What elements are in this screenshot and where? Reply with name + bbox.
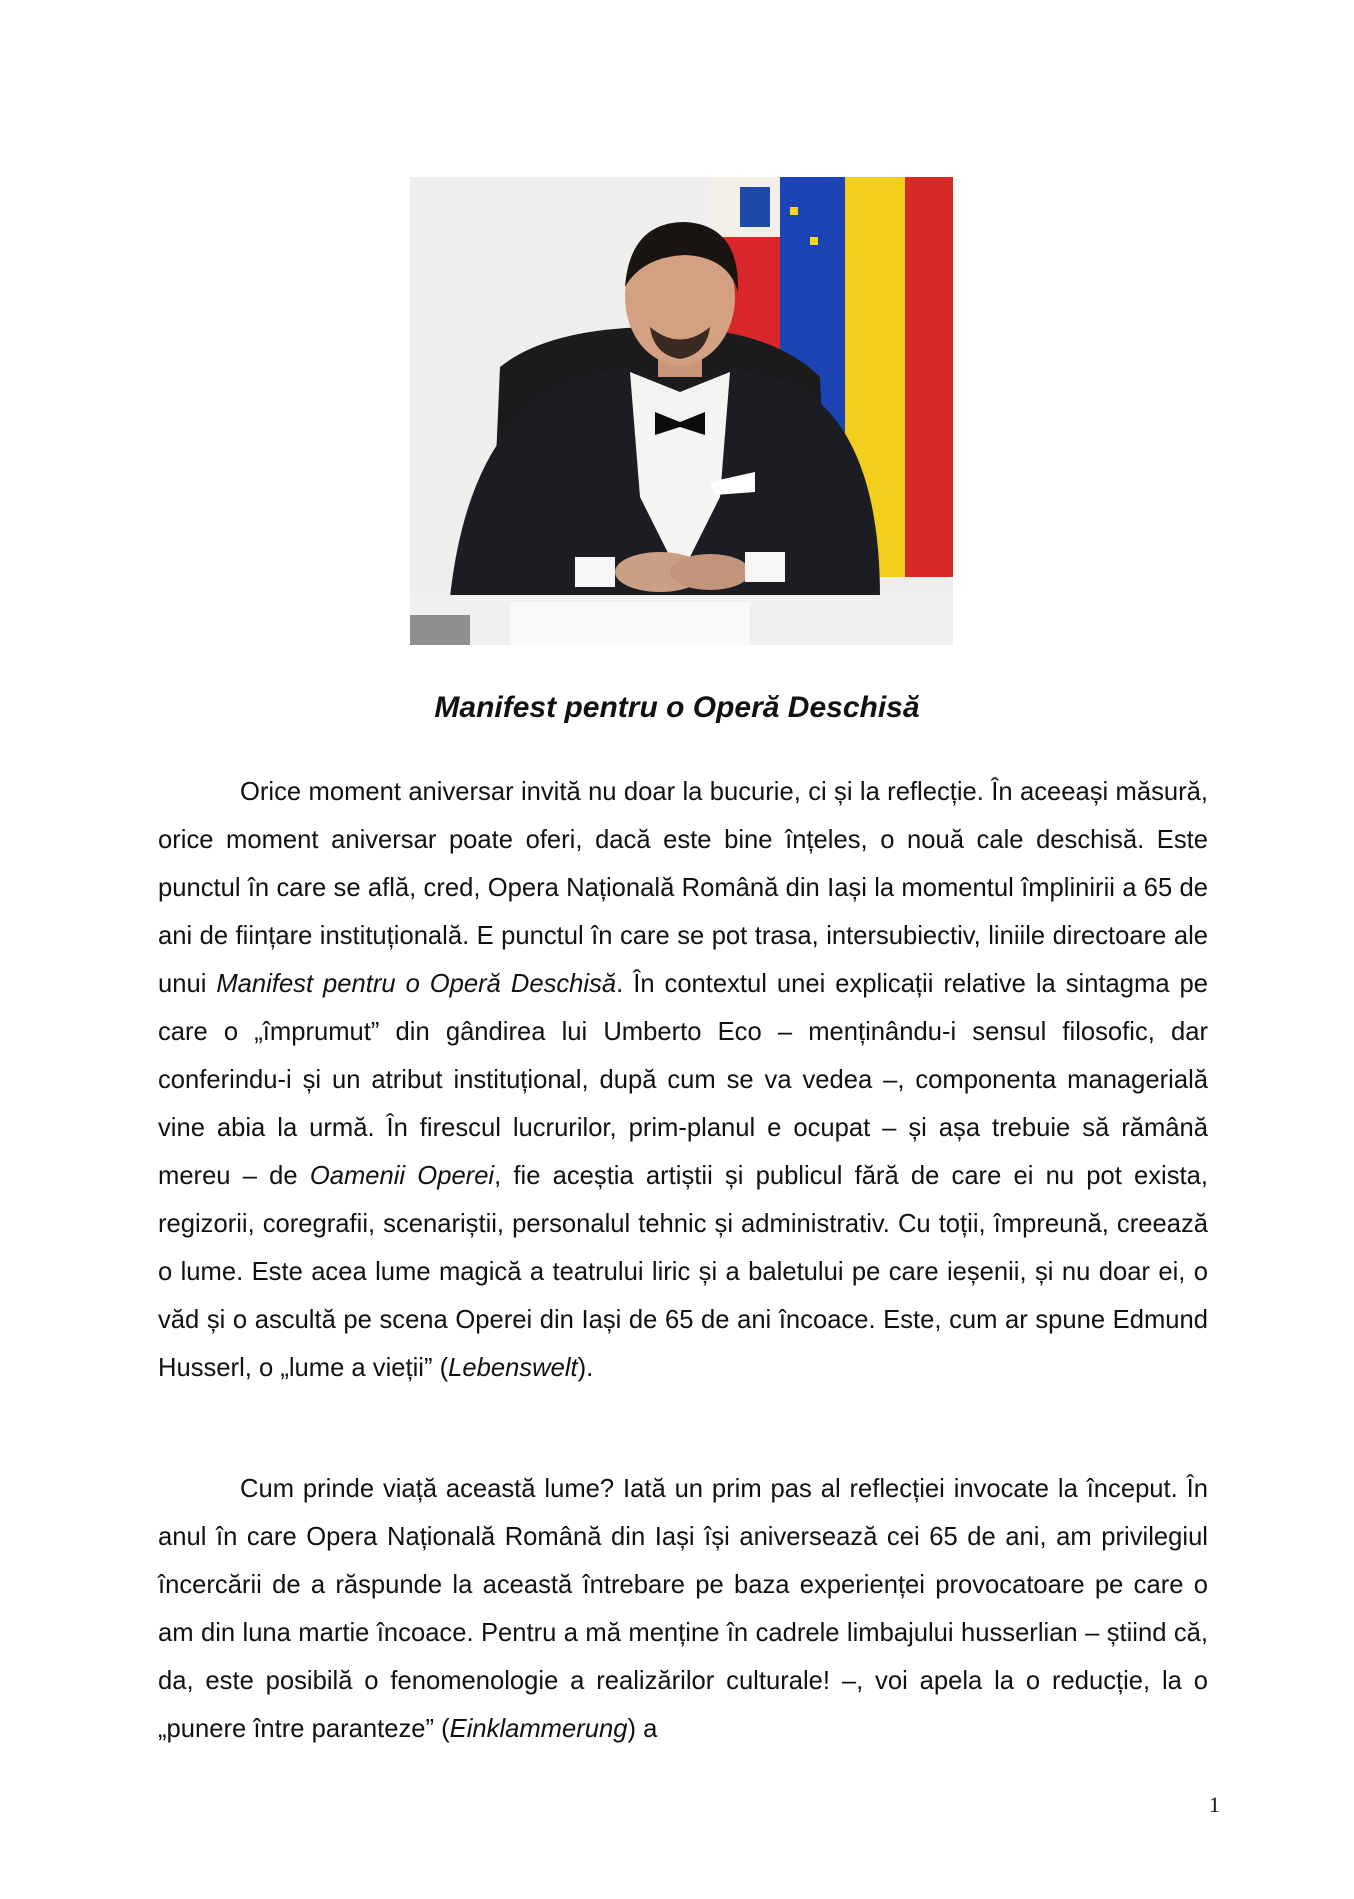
paragraph-text	[158, 1465, 1208, 1753]
document-title: Manifest pentru o Operă Deschisă	[434, 691, 920, 724]
portrait-illustration	[410, 177, 953, 645]
italic-segment: Oamenii Operei	[309, 1162, 495, 1190]
text-segment: , fie aceștia artiștii și publicul fără de care ei nu pot exista, regizorii, coregrafii, scenariștii, personalul tehnic și administrativ. Cu toții, împreună, creează o lume. Este acea lume magică a teatrului liric și a baletului pe care ieșenii, și nu doar ei, o văd și o ascultă pe scena Operei din Iași de 65 de ani încoace. Este, cum ar spune Edmund Husserl, o „lume a vieții” (	[158, 1162, 1208, 1382]
text-segment: ).	[577, 1354, 594, 1382]
italic-segment: Manifest pentru o Operă Deschisă	[216, 970, 617, 998]
text-segment: . În contextul unei explicații relative la sintagma pe care o „împrumut” din gândirea lui Umberto Eco – menținându-i sensul filosofic, dar conferindu-i și un atribut instituțional, după cum se va vedea –, componenta managerială vine abia la urmă. În firescul lucrurilor, prim-planul e ocupat – și așa trebuie să rămână mereu – de	[158, 970, 1209, 1190]
italic-segment: Lebenswelt	[448, 1354, 578, 1382]
body-paragraph-2	[158, 1465, 1208, 1753]
portrait-photo	[410, 177, 953, 645]
body-paragraph-1	[158, 768, 1208, 1392]
text-segment: Orice moment aniversar invită nu doar la bucurie, ci și la reflecție. În aceeași măsură, orice moment aniversar poate oferi, dacă este bine înțeles, o nouă cale deschisă. Este punctul în care se află, cred, Opera Națională Română din Iași la momentul împlinirii a 65 de ani de ființare instituțională. E punctul în care se pot trasa, intersubiectiv, liniile directoare ale unui	[158, 778, 1208, 998]
italic-segment: Einklammerung	[449, 1715, 628, 1743]
page-number: 1	[1209, 1792, 1220, 1817]
paragraph-text	[158, 768, 1208, 1392]
text-segment: Cum prinde viață această lume? Iată un prim pas al reflecției invocate la început. În anul în care Opera Națională Română din Iași își aniversează cei 65 de ani, am privilegiul încercării de a răspunde la această întrebare pe baza experienței provocatoare pe care o am din luna martie încoace. Pentru a mă menține în cadrele limbajului husserlian – știind că, da, este posibilă o fenomenologie a realizărilor culturale! –, voi apela la o reducție, la o „punere între paranteze” (	[158, 1475, 1208, 1743]
text-segment: ) a	[627, 1715, 658, 1743]
